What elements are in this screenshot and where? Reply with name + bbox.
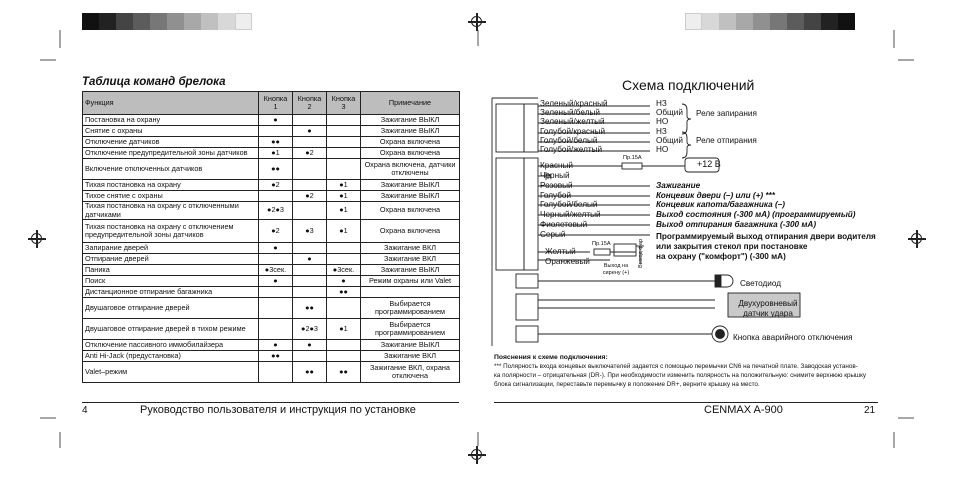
button-cell: ●● xyxy=(293,298,327,319)
button-cell: ●3сек. xyxy=(327,265,361,276)
fuse-label: Пр.15А xyxy=(592,241,611,247)
table-row xyxy=(83,126,460,137)
button-cell: ●1 xyxy=(327,202,361,220)
wire-label: Черный xyxy=(540,171,570,180)
connector-block xyxy=(496,158,524,270)
brace xyxy=(682,132,691,158)
connector-block xyxy=(524,104,538,152)
button-cell: ●1 xyxy=(327,220,361,243)
connector-block xyxy=(496,104,524,152)
button-cell: ●1 xyxy=(259,148,293,159)
function-cell: Снятие с охраны xyxy=(83,126,259,137)
power-label: +12 В xyxy=(697,159,721,169)
table-row xyxy=(83,340,460,351)
button-cell xyxy=(259,362,293,383)
button-cell xyxy=(327,159,361,180)
button-cell: ●● xyxy=(259,351,293,362)
button-cell: ●● xyxy=(259,137,293,148)
col-header: Примечание xyxy=(361,92,460,115)
diodes-label: Выход фар xyxy=(638,238,644,268)
table-row xyxy=(83,298,460,319)
function-cell: Поиск xyxy=(83,276,259,287)
note-cell: Режим охраны или Valet xyxy=(361,276,460,287)
wire-label: Фиолетовый xyxy=(540,220,588,229)
function-cell: Тихое снятие с охраны xyxy=(83,191,259,202)
function-cell: Постановка на охрану xyxy=(83,115,259,126)
table-row xyxy=(83,202,460,220)
button-cell: ● xyxy=(259,340,293,351)
button-cell: ●● xyxy=(293,362,327,383)
function-cell: Двушаговое отпирание дверей в тихом режиме xyxy=(83,319,259,340)
button-cell xyxy=(259,254,293,265)
led-label: Светодиод xyxy=(740,279,781,288)
table-row xyxy=(83,159,460,180)
button-label: Кнопка аварийного отключения xyxy=(733,333,853,342)
button-cell xyxy=(293,159,327,180)
footer-title-left: Руководство пользователя и инструкция по установке xyxy=(140,404,416,416)
col-header: Функция xyxy=(83,92,259,115)
connector-block xyxy=(516,294,538,320)
wire-label: Голубой/желтый xyxy=(540,145,603,154)
function-cell: Anti Hi-Jack (предустановка) xyxy=(83,351,259,362)
button-cell: ●● xyxy=(327,362,361,383)
footer-model: CENMAX A-900 xyxy=(704,404,783,416)
button-cell: ● xyxy=(293,340,327,351)
wire-desc: Зажигание xyxy=(656,181,701,190)
button-cell: ●1 xyxy=(327,319,361,340)
button-cell xyxy=(327,148,361,159)
button-cell: ●2 xyxy=(293,191,327,202)
button-cell xyxy=(293,202,327,220)
button-cell xyxy=(293,137,327,148)
wire-label: Зеленый/желтый xyxy=(540,117,605,126)
brace xyxy=(682,104,691,134)
page-number-right: 21 xyxy=(864,405,876,416)
command-table xyxy=(82,91,460,383)
wire-desc: на охрану ("комфорт") (-300 мА) xyxy=(656,252,786,261)
function-cell: Двушаговое отпирание дверей xyxy=(83,298,259,319)
button-cell xyxy=(327,243,361,254)
siren-label: Выход на сирену (+) xyxy=(602,263,630,276)
table-heading: Таблица команд брелока xyxy=(82,76,226,88)
button-cell xyxy=(327,126,361,137)
note-cell xyxy=(361,287,460,298)
terminal-label: НЗ xyxy=(656,127,667,136)
button-cell xyxy=(293,243,327,254)
fuse xyxy=(622,163,642,169)
wire-label: Зеленый/красный xyxy=(540,99,608,108)
footer-rule xyxy=(82,402,459,403)
wire-label: Голубой/белый xyxy=(540,136,598,145)
button-cell xyxy=(327,340,361,351)
table-row xyxy=(83,148,460,159)
note-cell: Зажигание ВЫКЛ xyxy=(361,191,460,202)
notes-title: Пояснения к схеме подключения: xyxy=(494,354,608,361)
wire-label: Красный xyxy=(540,161,573,170)
terminal-label: НО xyxy=(656,117,669,126)
wire-label: Голубой xyxy=(540,191,572,200)
button-cell: ●3 xyxy=(293,220,327,243)
notes-line: блока сигнализации, переставьте перемычку в положение DR+, верните крышку на место. xyxy=(494,381,760,388)
note-cell: Зажигание ВКЛ xyxy=(361,254,460,265)
function-cell: Паника xyxy=(83,265,259,276)
button-cell: ●1 xyxy=(327,191,361,202)
button-cell xyxy=(259,191,293,202)
table-row xyxy=(83,243,460,254)
function-cell: Запирание дверей xyxy=(83,243,259,254)
button-cell: ● xyxy=(293,126,327,137)
button-cell xyxy=(327,351,361,362)
note-cell: Охрана включена xyxy=(361,148,460,159)
terminal-label: НЗ xyxy=(656,99,667,108)
wire-label: Голубой/красный xyxy=(540,127,606,136)
wire-label: Черный/желтый xyxy=(540,210,601,219)
table-row xyxy=(83,265,460,276)
note-cell: Зажигание ВКЛ xyxy=(361,243,460,254)
notes-line: *** Полярность входа концевых выключателей задается с помощью перемычки CN6 на печатной плате. Заводская установ- xyxy=(494,363,858,370)
button-inner xyxy=(716,330,725,339)
button-cell xyxy=(293,351,327,362)
wire-label: Желтый xyxy=(545,247,576,256)
button-cell: ● xyxy=(293,254,327,265)
table-row xyxy=(83,180,460,191)
button-cell: ●2●3 xyxy=(259,202,293,220)
button-cell xyxy=(327,115,361,126)
button-cell: ●3сек. xyxy=(259,265,293,276)
diagram-title: Схема подключений xyxy=(622,77,755,93)
button-cell: ●2●3 xyxy=(293,319,327,340)
wire-desc: Выход состояния (-300 мА) (программируемый) xyxy=(656,210,856,219)
function-cell: Включение отключенных датчиков xyxy=(83,159,259,180)
table-row xyxy=(83,287,460,298)
button-cell: ●1 xyxy=(327,180,361,191)
button-cell: ●2 xyxy=(259,180,293,191)
note-cell: Зажигание ВЫКЛ xyxy=(361,340,460,351)
wire-desc: или закрытия стекол при постановке xyxy=(656,242,808,251)
wire-desc: Выход отпирания багажника (-300 мА) xyxy=(656,220,817,229)
notes-line: ка полярности – отрицательная (DR-). При необходимости изменить полярность на положительную: снимите верхнюю крышку xyxy=(494,372,867,379)
note-cell: Зажигание ВЫКЛ xyxy=(361,115,460,126)
button-cell: ● xyxy=(259,243,293,254)
note-cell: Выбирается программированием xyxy=(361,319,460,340)
terminal-label: Общий xyxy=(656,108,683,117)
relay-label: Реле отпирания xyxy=(696,136,757,145)
col-header: Кнопка 1 xyxy=(259,92,293,115)
button-cell xyxy=(327,137,361,148)
relay-label: Реле запирания xyxy=(696,109,757,118)
function-cell: Тихая постановка на охрану xyxy=(83,180,259,191)
wire-label: Голубой/белый xyxy=(540,200,598,209)
button-cell xyxy=(293,276,327,287)
button-cell xyxy=(293,115,327,126)
col-header: Кнопка 3 xyxy=(327,92,361,115)
wire-desc: Программируемый выход отпирания двери водителя xyxy=(656,232,876,241)
function-cell: Отключение датчиков xyxy=(83,137,259,148)
note-cell: Зажигание ВЫКЛ xyxy=(361,265,460,276)
table-row xyxy=(83,115,460,126)
button-cell: ●● xyxy=(327,287,361,298)
button-cell xyxy=(259,126,293,137)
page-number-left: 4 xyxy=(82,405,88,416)
table-row xyxy=(83,351,460,362)
button-cell: ● xyxy=(327,276,361,287)
note-cell: Выбирается программированием xyxy=(361,298,460,319)
button-cell xyxy=(293,265,327,276)
note-cell: Охрана включена xyxy=(361,220,460,243)
diode-pack xyxy=(614,244,636,256)
wire-label: Розовый xyxy=(540,181,573,190)
fuse-label: Пр.15А xyxy=(623,155,642,161)
function-cell: Отпирание дверей xyxy=(83,254,259,265)
col-header: Кнопка 2 xyxy=(293,92,327,115)
button-cell xyxy=(293,287,327,298)
footer-rule xyxy=(494,402,878,403)
table-row xyxy=(83,191,460,202)
button-cell: ● xyxy=(259,115,293,126)
wire-label: Серый xyxy=(540,230,566,239)
note-cell: Охрана включена, датчики отключены xyxy=(361,159,460,180)
function-cell: Тихая постановка на охрану с отключенными датчиками xyxy=(83,202,259,220)
wire-desc: Концевик двери (–) или (+) *** xyxy=(656,191,775,200)
function-cell: Отключение предупредительной зоны датчиков xyxy=(83,148,259,159)
wire-label: Зеленый/белый xyxy=(540,108,600,117)
connector-block xyxy=(516,326,538,342)
note-cell: Зажигание ВЫКЛ xyxy=(361,180,460,191)
note-cell: Зажигание ВЫКЛ xyxy=(361,126,460,137)
connector-block xyxy=(516,274,538,288)
note-cell: Охрана включена xyxy=(361,137,460,148)
button-cell xyxy=(293,180,327,191)
table-row xyxy=(83,276,460,287)
button-cell xyxy=(259,287,293,298)
button-cell xyxy=(259,319,293,340)
button-cell xyxy=(327,298,361,319)
wire-desc: Концевик капота/багажника (–) xyxy=(656,200,785,209)
table-row xyxy=(83,137,460,148)
sensor-label: Двухуровневый датчик удара xyxy=(738,299,798,318)
table-row xyxy=(83,319,460,340)
table-row xyxy=(83,220,460,243)
table-row xyxy=(83,254,460,265)
button-cell xyxy=(259,298,293,319)
note-cell: Зажигание ВКЛ, охрана отключена xyxy=(361,362,460,383)
function-cell: Тихая постановка на охрану с отключением предупредительной зоны датчиков xyxy=(83,220,259,243)
function-cell: Отключение пассивного иммобилайзера xyxy=(83,340,259,351)
function-cell: Дистанционное отпирание багажника xyxy=(83,287,259,298)
button-cell: ●2 xyxy=(293,148,327,159)
button-cell: ●2 xyxy=(259,220,293,243)
terminal-label: НО xyxy=(656,145,669,154)
wire-label: Оранжевый xyxy=(545,257,590,266)
function-cell: Valet–режим xyxy=(83,362,259,383)
fuse xyxy=(594,249,610,255)
table-row xyxy=(83,362,460,383)
button-cell xyxy=(327,254,361,265)
button-cell: ●● xyxy=(259,159,293,180)
button-cell: ● xyxy=(259,276,293,287)
note-cell: Зажигание ВКЛ xyxy=(361,351,460,362)
terminal-label: Общий xyxy=(656,136,683,145)
note-cell: Охрана включена xyxy=(361,202,460,220)
connector-block xyxy=(524,158,538,270)
